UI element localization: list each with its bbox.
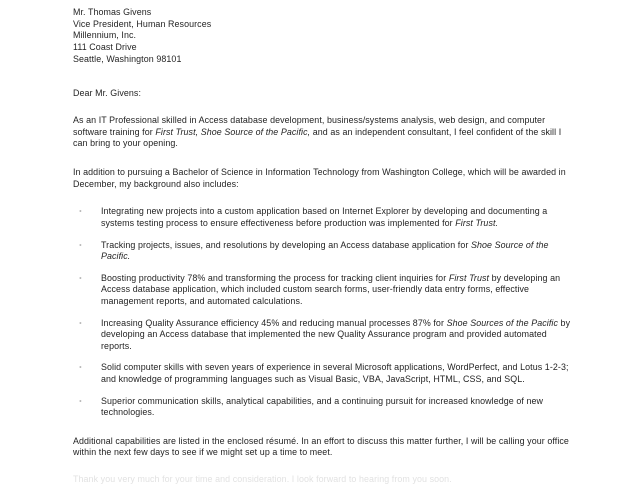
bullet-marker-icon: • bbox=[79, 363, 82, 373]
bullet-italic: Shoe Sources of the Pacific bbox=[446, 317, 558, 328]
intro-text-part2: and as an independent consultant, I feel confident of the skill I can bring to your opening. bbox=[73, 126, 562, 149]
bullet-text-part1: Tracking projects, issues, and resolutions by developing an Access database application for bbox=[101, 239, 471, 250]
bullet-text-part1: Solid computer skills with seven years of experience in several Microsoft applications, WordPerfect, and Lotus 1-2-3; and knowledge of programming languages such as Visual Basic, VBA, JavaScript, HTML, CSS, and SQL. bbox=[101, 362, 569, 384]
paragraph-intro bbox=[73, 115, 578, 150]
address-line-company: Millennium, Inc. bbox=[73, 30, 137, 41]
bullet-text-part1: Boosting productivity 78% and transforming the process for tracking client inquiries for bbox=[101, 272, 449, 283]
bullet-marker-icon: • bbox=[79, 273, 82, 283]
address-line-title: Vice President, Human Resources bbox=[73, 18, 212, 29]
salutation: Dear Mr. Givens: bbox=[73, 87, 142, 98]
bullet-text-part1: Integrating new projects into a custom application based on Internet Explorer by developing and documenting a systems testing process to ensure effectiveness before production was implemented for bbox=[101, 206, 548, 228]
recipient-address-block bbox=[73, 7, 578, 66]
bullet-marker-icon: • bbox=[79, 207, 82, 217]
list-item bbox=[73, 206, 578, 229]
paragraph-clipped-partial: Thank you very much for your time and consideration. I look forward to hearing from you soon. bbox=[73, 474, 452, 485]
address-line-name: Mr. Thomas Givens bbox=[73, 7, 152, 17]
bullet-italic: First Trust bbox=[448, 272, 490, 283]
bullet-marker-icon: • bbox=[79, 396, 82, 406]
list-item bbox=[73, 318, 578, 353]
address-line-street: 111 Coast Drive bbox=[73, 42, 137, 53]
bullet-marker-icon: • bbox=[79, 318, 82, 328]
bullet-text-part1: Increasing Quality Assurance efficiency 45% and reducing manual processes 87% for bbox=[101, 317, 447, 328]
bullet-italic: Shoe Source of the Pacific. bbox=[101, 239, 549, 262]
bullet-italic: First Trust. bbox=[455, 217, 499, 228]
list-item bbox=[73, 240, 578, 263]
bullet-text-part2: by developing an Access database that implemented the new Quality Assurance program and provided automated reports. bbox=[101, 317, 571, 351]
qualifications-list bbox=[73, 206, 578, 418]
intro-text-part1: As an IT Professional skilled in Access database development, business/systems analysis, web design, and computer software training for bbox=[73, 115, 546, 137]
bullet-marker-icon: • bbox=[79, 240, 82, 250]
list-item bbox=[73, 273, 578, 308]
bullet-text-part1: Superior communication skills, analytical capabilities, and a continuing pursuit for increased knowledge of new technologies. bbox=[101, 395, 544, 418]
letter-body bbox=[73, 7, 578, 485]
paragraph-education: In addition to pursuing a Bachelor of Science in Information Technology from Washington College, which will be awarded in December, my background also includes: bbox=[73, 167, 566, 189]
intro-italic-companies: First Trust, Shoe Source of the Pacific, bbox=[155, 126, 311, 137]
address-line-city-state-zip: Seattle, Washington 98101 bbox=[73, 53, 182, 64]
paragraph-closing: Additional capabilities are listed in the enclosed résumé. In an effort to discuss this matter further, I will be calling your office within the next few days to see if we might set up a time to meet. bbox=[73, 435, 569, 458]
list-item bbox=[73, 396, 578, 419]
list-item bbox=[73, 362, 578, 385]
bullet-text-part2: by developing an Access database application, which included custom search forms, user-friendly data entry forms, effective management reports, and automated calculations. bbox=[101, 272, 561, 306]
